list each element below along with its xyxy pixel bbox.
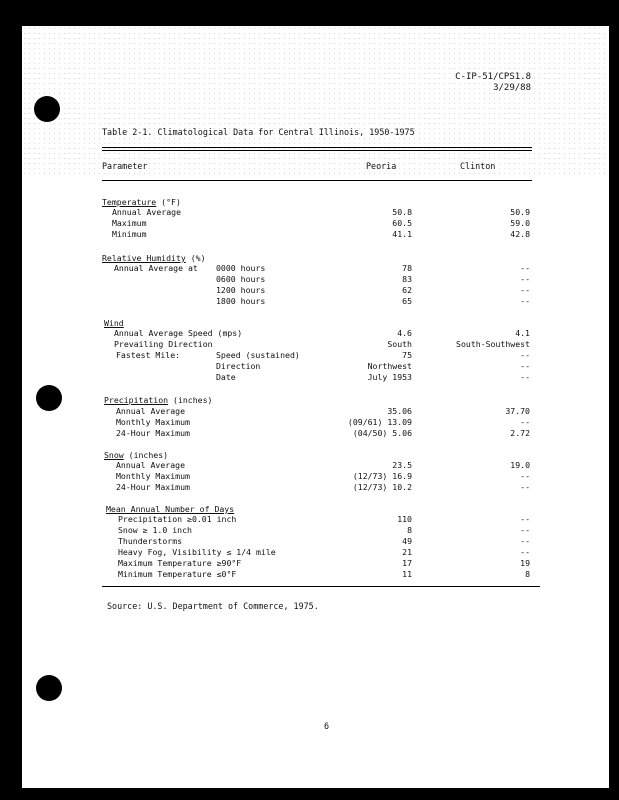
peoria-value: 110 [397,514,412,524]
row-label: Snow ≥ 1.0 inch [118,525,192,535]
clinton-value: -- [520,536,530,546]
row-label: Prevailing Direction [114,339,213,349]
peoria-value: (09/61) 13.09 [347,417,412,427]
punch-hole-middle [36,385,62,411]
source-note: Source: U.S. Department of Commerce, 1975. [107,601,319,611]
peoria-value: 11 [402,569,412,579]
section-heading-text: Precipitation [104,395,169,405]
clinton-value: 4.1 [515,328,530,338]
humidity-prefix: Annual Average at [114,263,198,273]
scan-border-bottom [0,788,619,800]
peoria-value: 83 [402,274,412,284]
peoria-value: 62 [402,285,412,295]
clinton-value: -- [520,296,530,306]
clinton-value: -- [520,350,530,360]
table-bottom-rule [102,586,540,587]
peoria-value: 60.5 [392,218,412,228]
clinton-value: -- [520,285,530,295]
row-label: 1800 hours [216,296,266,306]
section-heading-humidity [102,253,206,263]
clinton-value: 37.70 [505,406,530,416]
peoria-value: 8 [407,525,412,535]
column-header-clinton: Clinton [460,161,496,171]
column-header-peoria: Peoria [366,161,397,171]
peoria-value: 41.1 [392,229,412,239]
peoria-value: 50.8 [392,207,412,217]
row-label: 1200 hours [216,285,266,295]
section-heading-temperature [102,197,181,207]
peoria-value: July 1953 [367,372,412,382]
row-label: Precipitation ≥0.01 inch [118,514,237,524]
row-label: Minimum Temperature ≤0°F [118,569,237,579]
row-label: Annual Average [116,460,186,470]
row-label: 0000 hours [216,263,266,273]
peoria-value: 65 [402,296,412,306]
clinton-value: 2.72 [510,428,530,438]
clinton-value: -- [520,525,530,535]
clinton-value: -- [520,372,530,382]
clinton-value: -- [520,482,530,492]
peoria-value: 75 [402,350,412,360]
section-heading-text: Snow [104,450,124,460]
scan-border-top [0,0,619,26]
row-label: Annual Average [116,406,186,416]
row-label: Annual Average Speed (mps) [114,328,243,338]
clinton-value: -- [520,361,530,371]
row-label: 24-Hour Maximum [116,428,190,438]
section-unit: (°F) [156,197,181,207]
clinton-value: -- [520,514,530,524]
punch-hole-bottom [36,675,62,701]
scan-border-left [0,0,22,800]
row-label: Direction [216,361,261,371]
peoria-value: (04/50) 5.06 [352,428,412,438]
peoria-value: (12/73) 10.2 [352,482,412,492]
clinton-value: South-Southwest [456,339,530,349]
clinton-value: 50.9 [510,207,530,217]
clinton-value: 59.0 [510,218,530,228]
row-label: Maximum Temperature ≥90°F [118,558,242,568]
title-rule-2 [102,150,532,151]
clinton-value: 19 [520,558,530,568]
peoria-value: 78 [402,263,412,273]
title-rule [102,147,532,148]
header-rule [102,180,532,181]
clinton-value: 42.8 [510,229,530,239]
row-label: Monthly Maximum [116,417,190,427]
clinton-value: -- [520,547,530,557]
row-label: 24-Hour Maximum [116,482,190,492]
clinton-value: -- [520,417,530,427]
section-heading-text: Wind [104,318,124,328]
row-label: Heavy Fog, Visibility ≤ 1/4 mile [118,547,276,557]
row-label: Speed (sustained) [216,350,300,360]
clinton-value: -- [520,274,530,284]
page-number: 6 [324,721,330,731]
row-label: Date [216,372,236,382]
section-unit: (%) [185,253,206,263]
scan-noise [22,26,609,176]
row-label: Minimum [112,229,147,239]
section-heading-snow [104,450,168,460]
fastest-mile-label: Fastest Mile: [116,350,181,360]
peoria-value: (12/73) 16.9 [352,471,412,481]
section-unit: (inches) [168,395,213,405]
peoria-value: 17 [402,558,412,568]
section-heading-precipitation [104,395,212,405]
row-label: Thunderstorms [118,536,183,546]
section-heading-text: Mean Annual Number of Days [106,504,235,514]
clinton-value: -- [520,471,530,481]
peoria-value: 49 [402,536,412,546]
column-header-parameter: Parameter [102,161,148,171]
peoria-value: 4.6 [397,328,412,338]
punch-hole-top [34,96,60,122]
section-heading-text: Temperature [102,197,157,207]
clinton-value: 19.0 [510,460,530,470]
peoria-value: 35.06 [387,406,412,416]
document-id: C-IP-51/CPS1.8 3/29/88 [455,72,531,93]
row-label: Monthly Maximum [116,471,190,481]
row-label: Annual Average [112,207,182,217]
table-title: Table 2-1. Climatological Data for Central Illinois, 1950-1975 [102,127,415,137]
peoria-value: 23.5 [392,460,412,470]
row-label: Maximum [112,218,147,228]
peoria-value: Northwest [367,361,412,371]
scan-border-right [609,0,619,800]
peoria-value: 21 [402,547,412,557]
section-heading-text: Relative Humidity [102,253,186,263]
section-heading-wind [104,318,124,328]
section-unit: (inches) [123,450,169,460]
peoria-value: South [387,339,412,349]
clinton-value: -- [520,263,530,273]
clinton-value: 8 [525,569,530,579]
row-label: 0600 hours [216,274,266,284]
section-heading-days [106,504,234,514]
